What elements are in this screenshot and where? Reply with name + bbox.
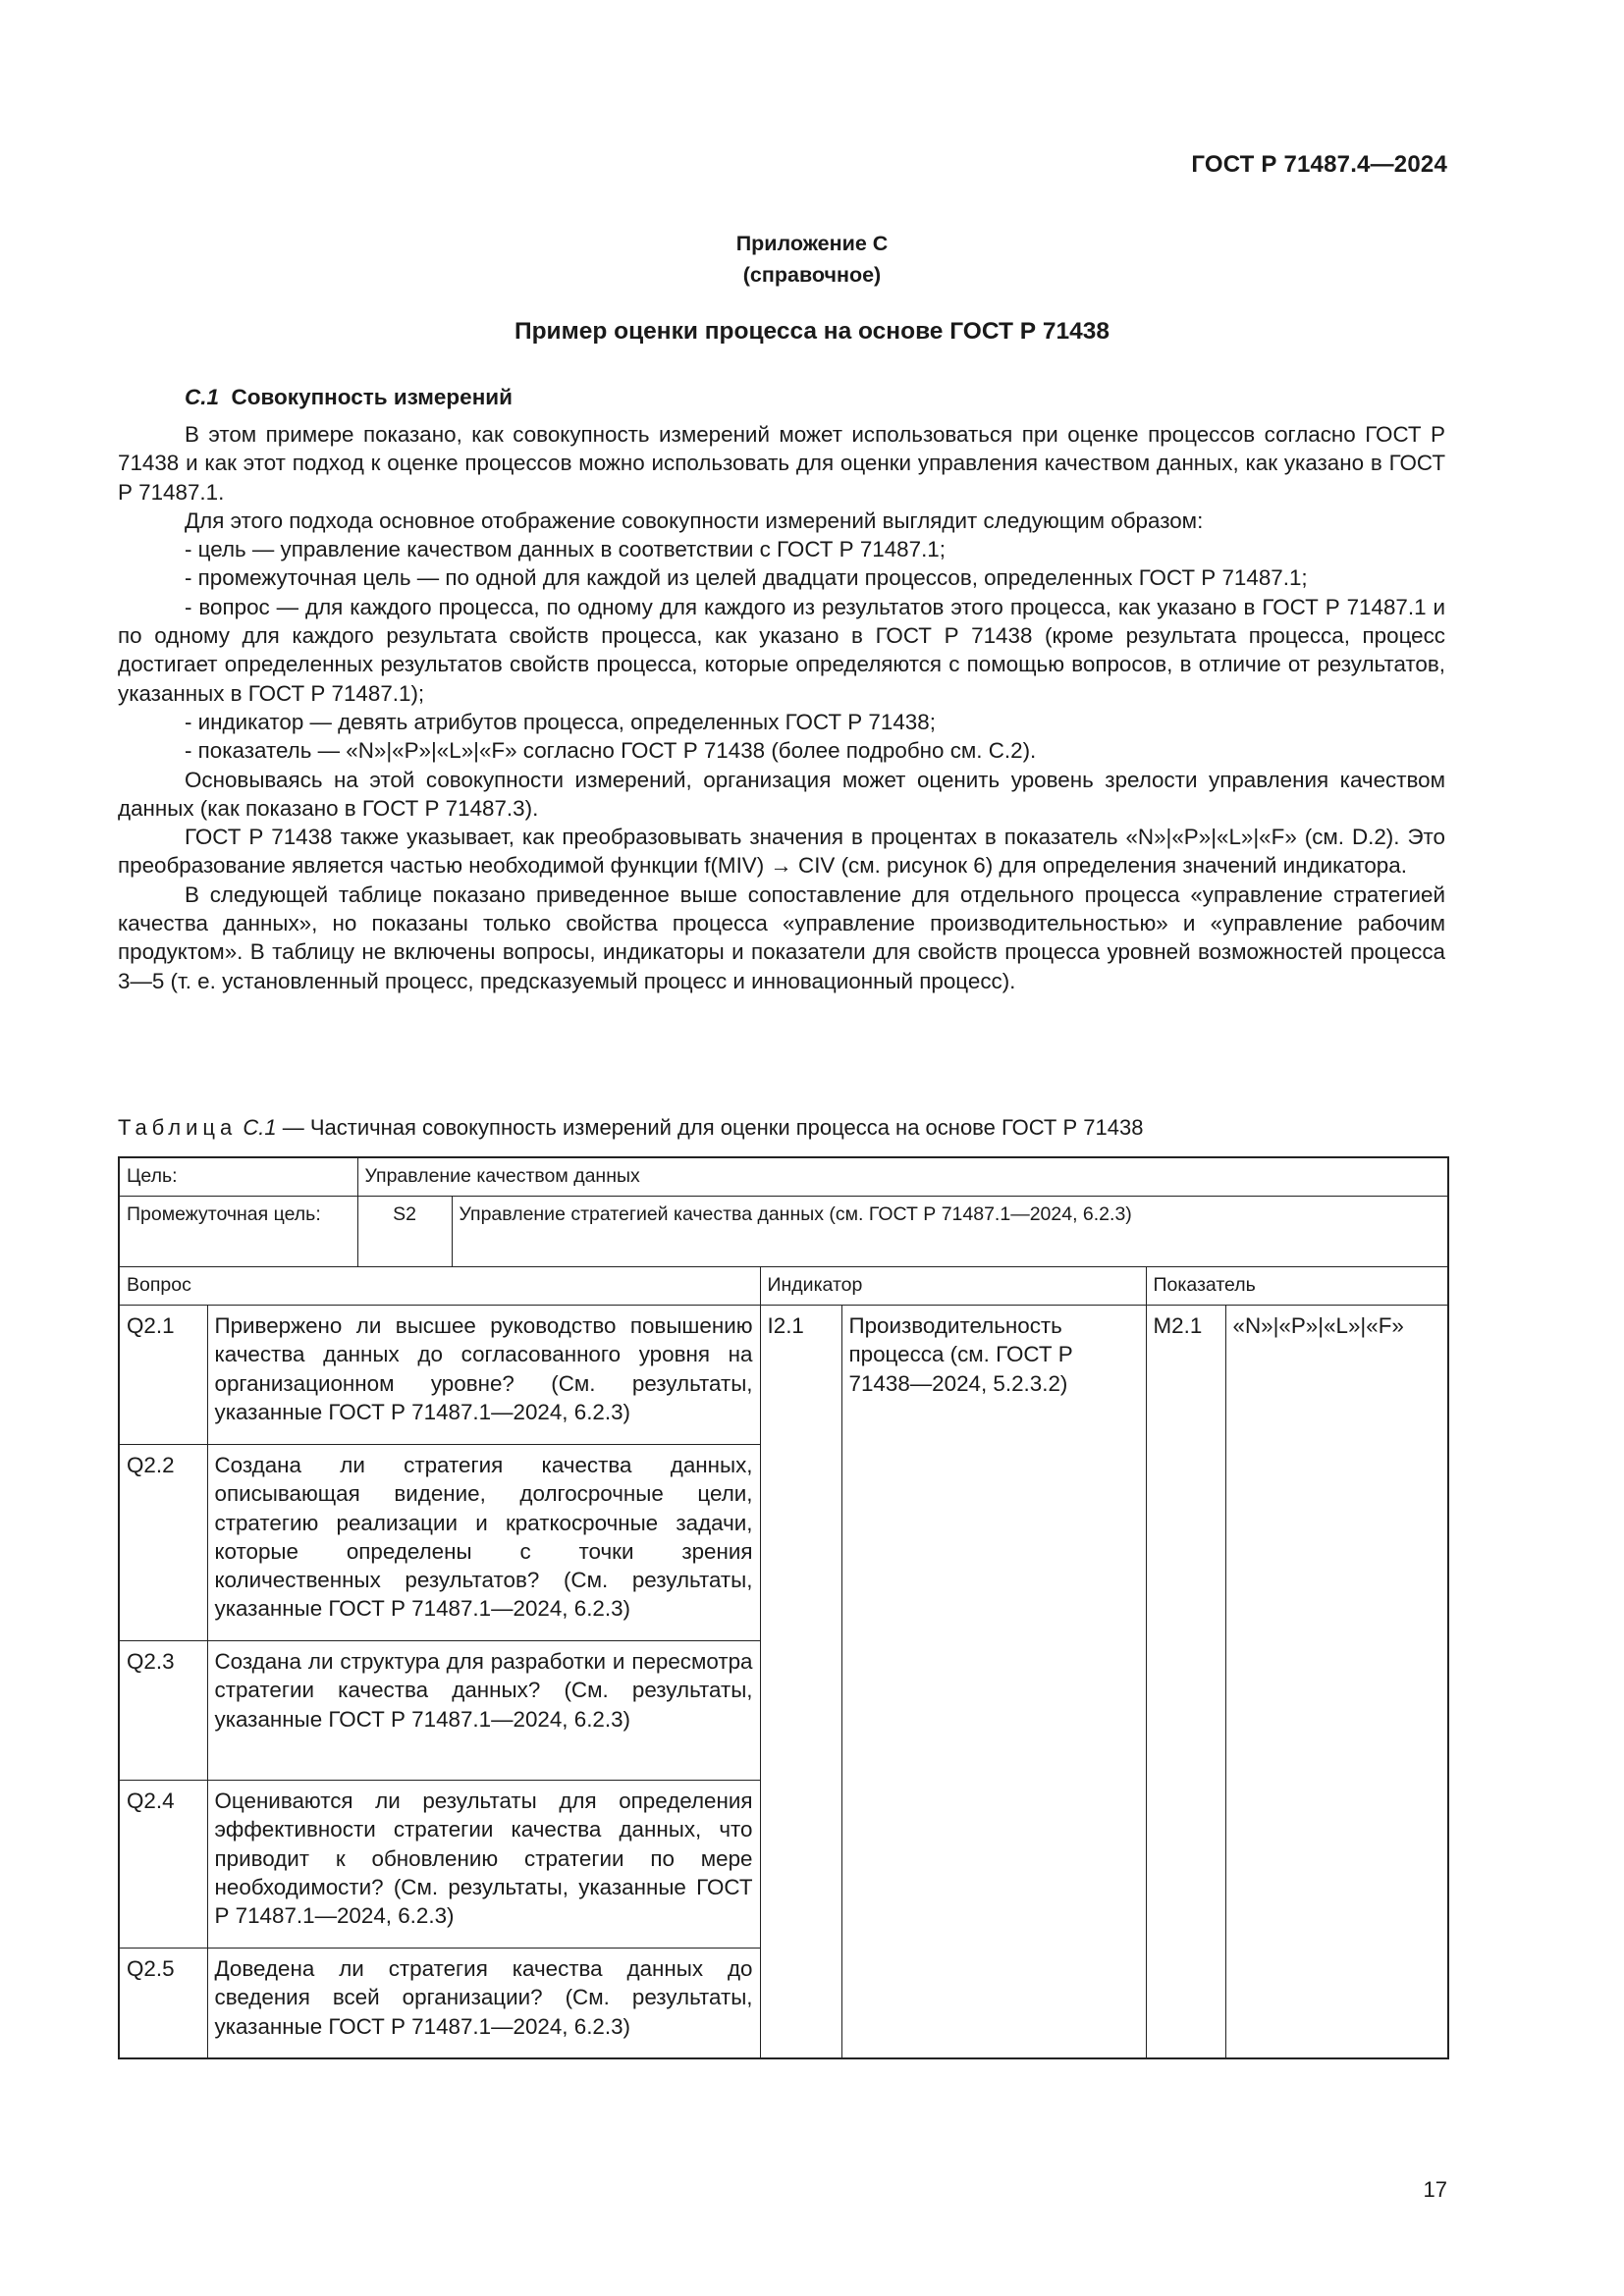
metric-id: M2.1 bbox=[1146, 1306, 1225, 2058]
subgoal-label: Промежуточная цель: bbox=[119, 1197, 357, 1267]
paragraph: В этом примере показано, как совокупность измерений может использоваться при оценке процессов согласно ГОСТ Р 71438 и как этот подход к оценке процессов можно использовать для оценки управления качеством данных, как указано в ГОСТ Р 71487.1. bbox=[118, 422, 1445, 505]
question-text: Создана ли структура для разработки и пересмотра стратегии качества данных? (См. результаты, указанные ГОСТ Р 71487.1—2024, 6.2.3) bbox=[207, 1641, 760, 1781]
indicator-id: I2.1 bbox=[760, 1306, 841, 2058]
column-header-metric: Показатель bbox=[1146, 1267, 1448, 1306]
question-id: Q2.3 bbox=[119, 1641, 207, 1781]
table-caption-label: Таблица bbox=[118, 1115, 238, 1140]
document-header-id: ГОСТ Р 71487.4—2024 bbox=[1191, 151, 1447, 178]
list-item: - индикатор — девять атрибутов процесса, определенных ГОСТ Р 71438; bbox=[185, 709, 936, 734]
body-text bbox=[118, 420, 1445, 995]
table-caption-number: C.1 bbox=[243, 1115, 277, 1140]
indicator-text: Производительность процесса (см. ГОСТ Р 71438—2024, 5.2.3.2) bbox=[841, 1306, 1146, 2058]
paragraph: ГОСТ Р 71438 также указывает, как преобразовывать значения в процентах в показатель «N»|«P»|«L»|«F» (см. D.2). Это преобразование является частью необходимой функции f(MIV) → CIV (см. рисунок 6) для определения значений индикатора. bbox=[118, 825, 1445, 879]
page-number: 17 bbox=[1423, 2177, 1447, 2202]
table-caption-text: — Частичная совокупность измерений для оценки процесса на основе ГОСТ Р 71438 bbox=[282, 1115, 1144, 1140]
question-id: Q2.4 bbox=[119, 1781, 207, 1949]
question-id: Q2.1 bbox=[119, 1306, 207, 1445]
list-item: - вопрос — для каждого процесса, по одному для каждого из результатов этого процесса, как указано в ГОСТ Р 71487.1 и по одному для каждого результата свойств процесса, как указано в ГОСТ Р 71438 (кроме результата процесса, процесс достигает определенных результатов свойств процесса, которые определяются с помощью вопросов, в отличие от результатов, указанных в ГОСТ Р 71487.1); bbox=[118, 594, 1445, 706]
table-row bbox=[119, 1306, 1448, 1445]
list-item: - показатель — «N»|«P»|«L»|«F» согласно ГОСТ Р 71438 (более подробно см. C.2). bbox=[185, 738, 1037, 764]
subgoal-value: Управление стратегией качества данных (см. ГОСТ Р 71487.1—2024, 6.2.3) bbox=[452, 1197, 1448, 1267]
metric-value: «N»|«P»|«L»|«F» bbox=[1225, 1306, 1448, 2058]
annex-title: Приложение C bbox=[735, 232, 889, 255]
measurement-table bbox=[118, 1156, 1449, 2059]
question-id: Q2.5 bbox=[119, 1949, 207, 2058]
section-heading bbox=[185, 385, 513, 410]
annex-kind: (справочное) bbox=[742, 263, 882, 287]
column-header-indicator: Индикатор bbox=[760, 1267, 1146, 1306]
list-item: - промежуточная цель — по одной для каждой из целей двадцати процессов, определенных ГОСТ Р 71487.1; bbox=[185, 565, 1308, 591]
table-caption bbox=[118, 1115, 1143, 1141]
subgoal-id: S2 bbox=[357, 1197, 452, 1267]
annex-main-title: Пример оценки процесса на основе ГОСТ Р 71438 bbox=[514, 318, 1110, 345]
question-id: Q2.2 bbox=[119, 1445, 207, 1641]
column-header-question: Вопрос bbox=[119, 1267, 760, 1306]
section-title-text: Совокупность измерений bbox=[231, 385, 513, 409]
section-number: C.1 bbox=[185, 385, 220, 409]
paragraph: В следующей таблице показано приведенное выше сопоставление для отдельного процесса «управление стратегией качества данных», но показаны только свойства процесса «управление производительностью» и «управление рабочим продуктом». В таблицу не включены вопросы, индикаторы и показатели для свойств процесса уровней возможностей процесса 3—5 (т. е. установленный процесс, предсказуемый процесс и инновационный процесс). bbox=[118, 881, 1445, 993]
question-text: Оцениваются ли результаты для определения эффективности стратегии качества данных, что приводит к обновлению стратегии по мере необходимости? (См. результаты, указанные ГОСТ Р 71487.1—2024, 6.2.3) bbox=[207, 1781, 760, 1949]
paragraph: Для этого подхода основное отображение совокупности измерений выглядит следующим образом: bbox=[185, 507, 1204, 533]
paragraph: Основываясь на этой совокупности измерений, организация может оценить уровень зрелости управления качеством данных (как показано в ГОСТ Р 71487.3). bbox=[118, 767, 1445, 821]
question-text: Привержено ли высшее руководство повышению качества данных до согласованного уровня на организационном уровне? (См. результаты, указанные ГОСТ Р 71487.1—2024, 6.2.3) bbox=[207, 1306, 760, 1445]
list-item: - цель — управление качеством данных в соответствии с ГОСТ Р 71487.1; bbox=[185, 537, 946, 562]
question-text: Доведена ли стратегия качества данных до сведения всей организации? (См. результаты, указанные ГОСТ Р 71487.1—2024, 6.2.3) bbox=[207, 1949, 760, 2058]
annex-heading bbox=[0, 228, 1624, 291]
goal-value: Управление качеством данных bbox=[357, 1157, 1448, 1197]
goal-label: Цель: bbox=[119, 1157, 357, 1197]
question-text: Создана ли стратегия качества данных, описывающая видение, долгосрочные цели, стратегию реализации и краткосрочные задачи, которые определены с точки зрения количественных результатов? (См. результаты, указанные ГОСТ Р 71487.1—2024, 6.2.3) bbox=[207, 1445, 760, 1641]
